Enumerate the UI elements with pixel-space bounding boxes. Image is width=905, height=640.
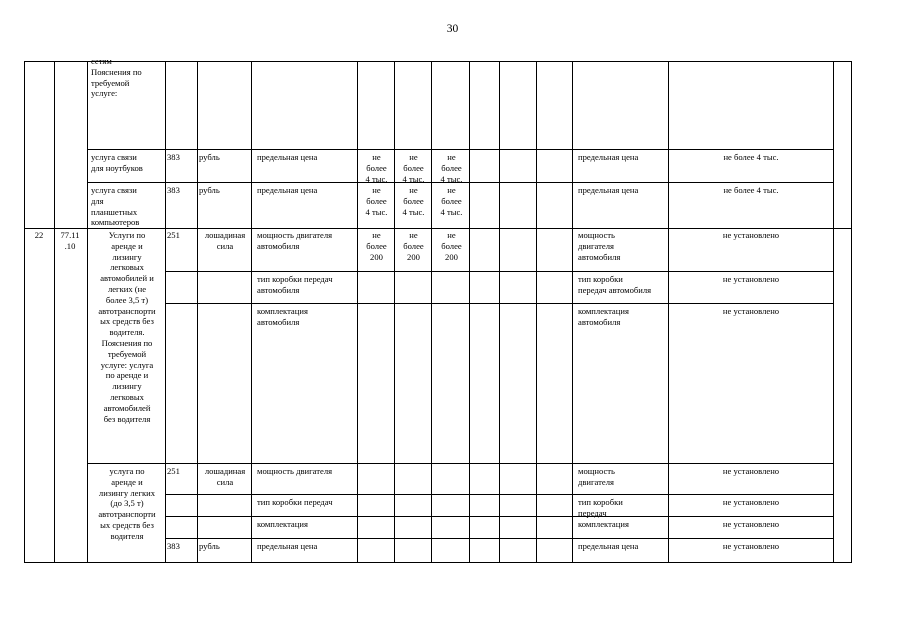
table-cell-r2-char2: предельная цена	[578, 185, 639, 195]
table-cell-r3b-val: не установлено	[722, 274, 780, 284]
table-cell-r3b-char: тип коробки передач автомобиля	[257, 274, 333, 295]
table-cell-t-cont-desc: сетям Пояснения по требуемой услуге:	[91, 56, 142, 99]
table-cell-r2-v2: не более 4 тыс.	[402, 185, 425, 217]
table-cell-r3-val: не установлено	[722, 230, 780, 240]
column-divider	[165, 61, 166, 563]
table-cell-r1-val: не более 4 тыс.	[723, 152, 779, 162]
column-divider	[572, 61, 573, 563]
column-divider	[197, 61, 198, 563]
table-cell-r3-unit: лошадиная сила	[204, 230, 246, 251]
table-cell-r1-code: 383	[167, 152, 180, 162]
page-number: 30	[446, 23, 459, 35]
table-cell-r4b-char: тип коробки передач	[257, 497, 333, 507]
table-cell-r4d-val: не установлено	[722, 541, 780, 551]
table-cell-r4-char2: мощность двигателя	[578, 466, 615, 487]
table-cell-r3-v2: не более 200	[403, 230, 424, 262]
table-cell-r4d-char: предельная цена	[257, 541, 318, 551]
table-cell-r4-code: 251	[167, 466, 180, 476]
column-divider	[431, 61, 432, 563]
table-cell-r4c-char: комплектация	[257, 519, 308, 529]
table-cell-r4b-val: не установлено	[722, 497, 780, 507]
table-cell-r3-name: Услуги по аренде и лизингу легковых автомобилей и легких (не более 3,5 т) автотранспорти ых средств без водителя. Пояснения по требуемой услуге: услуга по аренде и лизингу легковых автомобилей без водителя	[98, 230, 156, 424]
table-cell-r4c-char2: комплектация	[578, 519, 629, 529]
table-cell-r1-name: услуга связи для ноутбуков	[91, 152, 143, 173]
column-divider	[851, 61, 852, 563]
row-divider	[88, 463, 833, 464]
column-divider	[833, 61, 834, 563]
table-cell-r4b-char2: тип коробки передач	[578, 497, 623, 518]
table-cell-r1-unit: рубль	[199, 152, 220, 162]
table-cell-r2-unit: рубль	[199, 185, 220, 195]
column-divider	[87, 61, 88, 563]
table-cell-r4d-code: 383	[167, 541, 180, 551]
column-divider	[469, 61, 470, 563]
column-divider	[394, 61, 395, 563]
table-cell-r3-v1: не более 200	[366, 230, 387, 262]
table-cell-r2-v3: не более 4 тыс.	[440, 185, 463, 217]
table-cell-r1-v2: не более 4 тыс.	[402, 152, 425, 184]
table-cell-r4-val: не установлено	[722, 466, 780, 476]
table-cell-r2-char: предельная цена	[257, 185, 318, 195]
table-cell-r3c-char2: комплектация автомобиля	[578, 306, 629, 327]
table-cell-r4-char: мощность двигателя	[257, 466, 333, 476]
table-cell-r3-code: 251	[167, 230, 180, 240]
column-divider	[24, 61, 25, 563]
table-cell-r3b-char2: тип коробки передач автомобиля	[578, 274, 652, 295]
table-cell-r1-char2: предельная цена	[578, 152, 639, 162]
table-cell-r3-char: мощность двигателя автомобиля	[257, 230, 333, 251]
table-cell-r3-okpd: 77.11 .10	[60, 230, 80, 251]
table-cell-r4-name: услуга по аренде и лизингу легких (до 3,5 т) автотранспорти ых средств без водителя	[98, 466, 156, 541]
column-divider	[536, 61, 537, 563]
table-cell-r2-code: 383	[167, 185, 180, 195]
column-divider	[251, 61, 252, 563]
column-divider	[357, 61, 358, 563]
table-cell-r2-val: не более 4 тыс.	[723, 185, 779, 195]
column-divider	[54, 61, 55, 563]
row-divider	[88, 149, 833, 150]
table-cell-r1-v3: не более 4 тыс.	[440, 152, 463, 184]
table-cell-r3-char2: мощность двигателя автомобиля	[578, 230, 621, 262]
column-divider	[499, 61, 500, 563]
table-cell-r1-v1: не более 4 тыс.	[365, 152, 388, 184]
table-cell-r2-name: услуга связи для планшетных компьютеров	[91, 185, 140, 228]
table-cell-r4-unit: лошадиная сила	[204, 466, 246, 487]
table-cell-r2-v1: не более 4 тыс.	[365, 185, 388, 217]
table-cell-r4d-unit: рубль	[199, 541, 220, 551]
table-bottom-border	[24, 562, 852, 563]
table-cell-r3c-char: комплектация автомобиля	[257, 306, 308, 327]
column-divider	[668, 61, 669, 563]
table-cell-r4c-val: не установлено	[722, 519, 780, 529]
table-cell-r1-char: предельная цена	[257, 152, 318, 162]
table-cell-r3c-val: не установлено	[722, 306, 780, 316]
table-cell-r3-v3: не более 200	[441, 230, 462, 262]
table-cell-r3-num: 22	[34, 230, 44, 240]
table-cell-r4d-char2: предельная цена	[578, 541, 639, 551]
